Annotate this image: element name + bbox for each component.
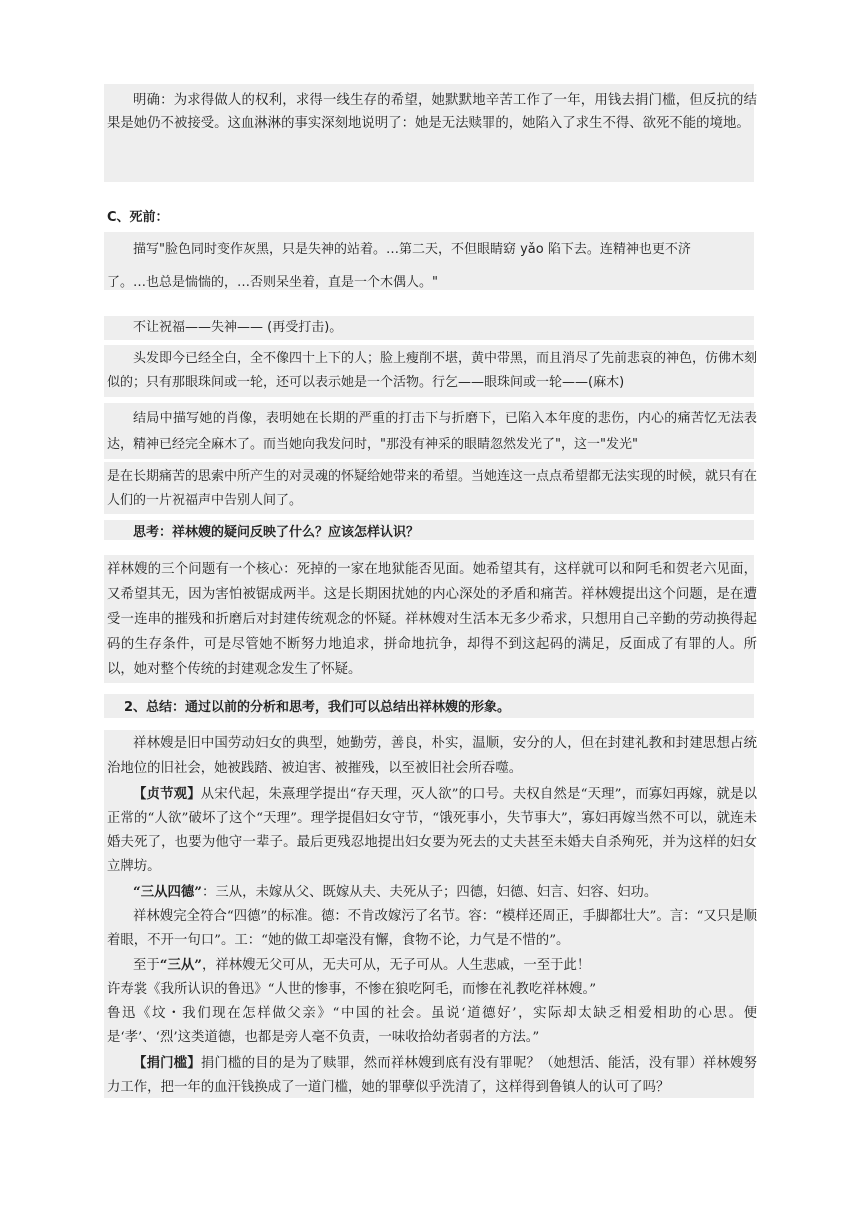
think-heading: 思考：祥林嫂的疑问反映了什么？应该怎样认识？ <box>133 525 420 540</box>
sancong-body: ：三从，未嫁从父、既嫁从夫、夫死从子；四德，妇德、妇言、妇容、妇功。 <box>201 885 658 900</box>
sancong-label: “三从四德” <box>133 884 202 900</box>
summary-heading: 2、总结：通过以前的分析和思考，我们可以总结出祥林嫂的形象。 <box>124 700 511 715</box>
juan-paragraph <box>107 1051 757 1100</box>
zhiyu-label: “三从” <box>159 957 202 973</box>
zhenjie-paragraph <box>107 782 757 879</box>
xu-quote: 许寿裳《我所认识的鲁迅》“人世的惨事，不惨在狼吃阿毛，而惨在礼教吃祥林嫂。” <box>107 982 597 997</box>
c-hair-paragraph: 头发即今已经全白，全不像四十上下的人；脸上瘦削不堪，黄中带黑，而且消尽了先前悲哀的神色，仿佛木刻似的；只有那眼珠间或一轮，还可以表示她是一个活物。行乞——眼珠间或一轮——(麻木) <box>107 351 758 390</box>
c-description-line-1: 描写"脸色同时变作灰黑，只是失神的站着。…第二天，不但眼睛窈 yǎo 陷下去。连精神也更不济 <box>133 242 691 257</box>
zhenjie-label: 【贞节观】 <box>133 786 201 802</box>
summary-body: 祥林嫂是旧中国劳动妇女的典型，她勤劳，善良，朴实，温顺，安分的人，但在封建礼教和封建思想占统治地位的旧社会，她被践踏、被迫害、被摧残，以至被旧社会所吞噬。 <box>107 736 757 776</box>
think-body: 祥林嫂的三个问题有一个核心：死掉的一家在地狱能否见面。她希望其有，这样就可以和阿毛和贺老六见面，又希望其无，因为害怕被锯成两半。这是长期困扰她的内心深处的矛盾和痛苦。祥林嫂提出这个问题，是在遭受一连串的摧残和折磨后对封建传统观念的怀疑。祥林嫂对生活本无多少希求，只想用自己辛勤的劳动换得起码的生存条件，可是尽管她不断努力地追求，拼命地抗争，却得不到这起码的满足，反面成了有罪的人。所以，她对整个传统的封建观念发生了怀疑。 <box>107 562 757 677</box>
mingque-paragraph: 明确：为求得做人的权利，求得一线生存的希望，她默默地辛苦工作了一年，用钱去捐门槛，但反抗的结果是她仍不被接受。这血淋淋的事实深刻地说明了：她是无法赎罪的，她陷入了求生不得、欲死不能的境地。 <box>107 93 757 131</box>
juan-label: 【捐门槛】 <box>133 1055 201 1071</box>
lu-quote: 鲁迅《坟・我们现在怎样做父亲》“中国的社会。虽说‘道德好’，实际却太缺乏相爱相助的心思。便是‘孝’、‘烈’这类道德，也都是旁人毫不负责，一味收拾幼者弱者的方法。” <box>107 1006 757 1045</box>
c-ending-paragraph-1: 结局中描写她的肖像，表明她在长期的严重的打击下与折磨下，已陷入本年度的悲伤，内心的痛苦忆无法表达，精神已经完全麻木了。而当她向我发问时，"那没有神采的眼睛忽然发光了"，这一"发光" <box>107 411 757 452</box>
c-description-line-2: 了。…也总是惴惴的，…否则呆坐着，直是一个木偶人。" <box>107 275 438 290</box>
zhiyu-body: ，祥林嫂无父可从，无夫可从，无子可从。人生悲戚，一至于此！ <box>201 958 591 973</box>
zhiyu-line <box>107 954 757 977</box>
c-flow-line: 不让祝福——失神—— (再受打击)。 <box>133 320 343 335</box>
zhiyu-prefix: 至于 <box>133 958 160 973</box>
side-paragraph: 祥林嫂完全符合“四德”的标准。德：不肯改嫁污了名节。容：“模样还周正，手脚都壮大”。言：“又只是顺着眼，不开一句口”。工：“她的做工却毫没有懈，食物不论，力气是不惜的”。 <box>107 909 757 948</box>
c-ending-paragraph-2: 是在长期痛苦的思索中所产生的对灵魂的怀疑给她带来的希望。当她连这一点点希望都无法实现的时候，就只有在人们的一片祝福声中告别人间了。 <box>107 469 758 508</box>
zhenjie-body: 从宋代起，朱熹理学提出“存天理，灭人欲”的口号。夫权自然是“天理”，而寡妇再嫁，就是以正常的“人欲”破坏了这个“天理”。理学提倡妇女守节，“饿死事小，失节事大”，寡妇再嫁当然不可以，就连未婚夫死了，也要为他守一辈子。最后更残忍地提出妇女要为死去的丈夫甚至未婚夫自杀殉死，并为这样的妇女立牌坊。 <box>107 787 757 874</box>
juan-body: 捐门槛的目的是为了赎罪，然而祥林嫂到底有没有罪呢？（她想活、能活，没有罪）祥林嫂努力工作，把一年的血汗钱换成了一道门槛，她的罪孽似乎洗清了，这样得到鲁镇人的认可了吗？ <box>107 1056 758 1095</box>
sancong-line <box>107 881 757 904</box>
section-c-heading: C、死前： <box>107 210 169 225</box>
